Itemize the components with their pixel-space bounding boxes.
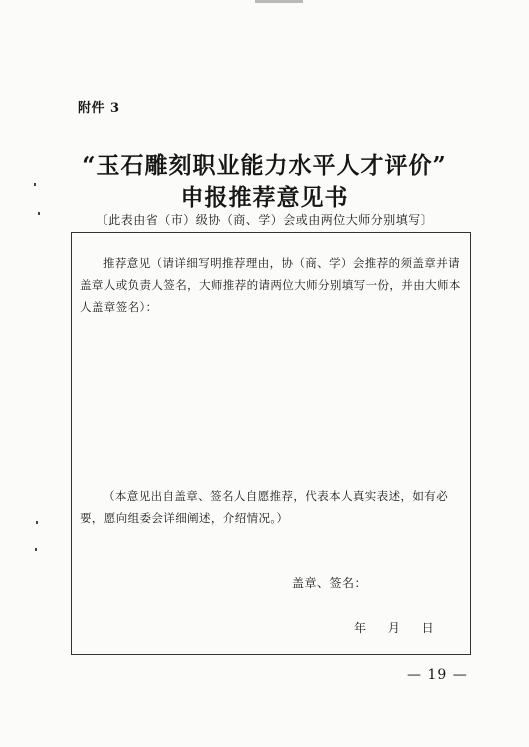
binding-mark [34, 183, 36, 186]
fill-instruction: 〔此表由省（市）级协（商、学）会或由两位大师分别填写〕 [95, 213, 434, 227]
page-number: — 19 — [407, 667, 468, 683]
date-label: 年 月 日 [354, 621, 434, 635]
page-title: “玉石雕刻职业能力水平人才评价” [82, 152, 447, 179]
attachment-label: 附件 3 [78, 101, 120, 116]
declaration-note: （本意见出自盖章、签名人自愿推荐，代表本人真实表述，如有必要，愿向组委会详细阐述，介绍情况。） [80, 489, 449, 525]
binding-mark [36, 521, 38, 524]
signature-label: 盖章、签名： [292, 576, 368, 590]
recommendation-prompt: 推荐意见（请详细写明推荐理由，协（商、学）会推荐的须盖章并请盖章人或负责人签名，大师推荐的请两位大师分别填写一份，并由大师本人盖章签名）： [80, 256, 461, 314]
scan-mark [255, 0, 303, 3]
binding-mark [35, 548, 37, 551]
binding-mark [38, 212, 40, 215]
page-subtitle: 申报推荐意见书 [180, 184, 349, 211]
